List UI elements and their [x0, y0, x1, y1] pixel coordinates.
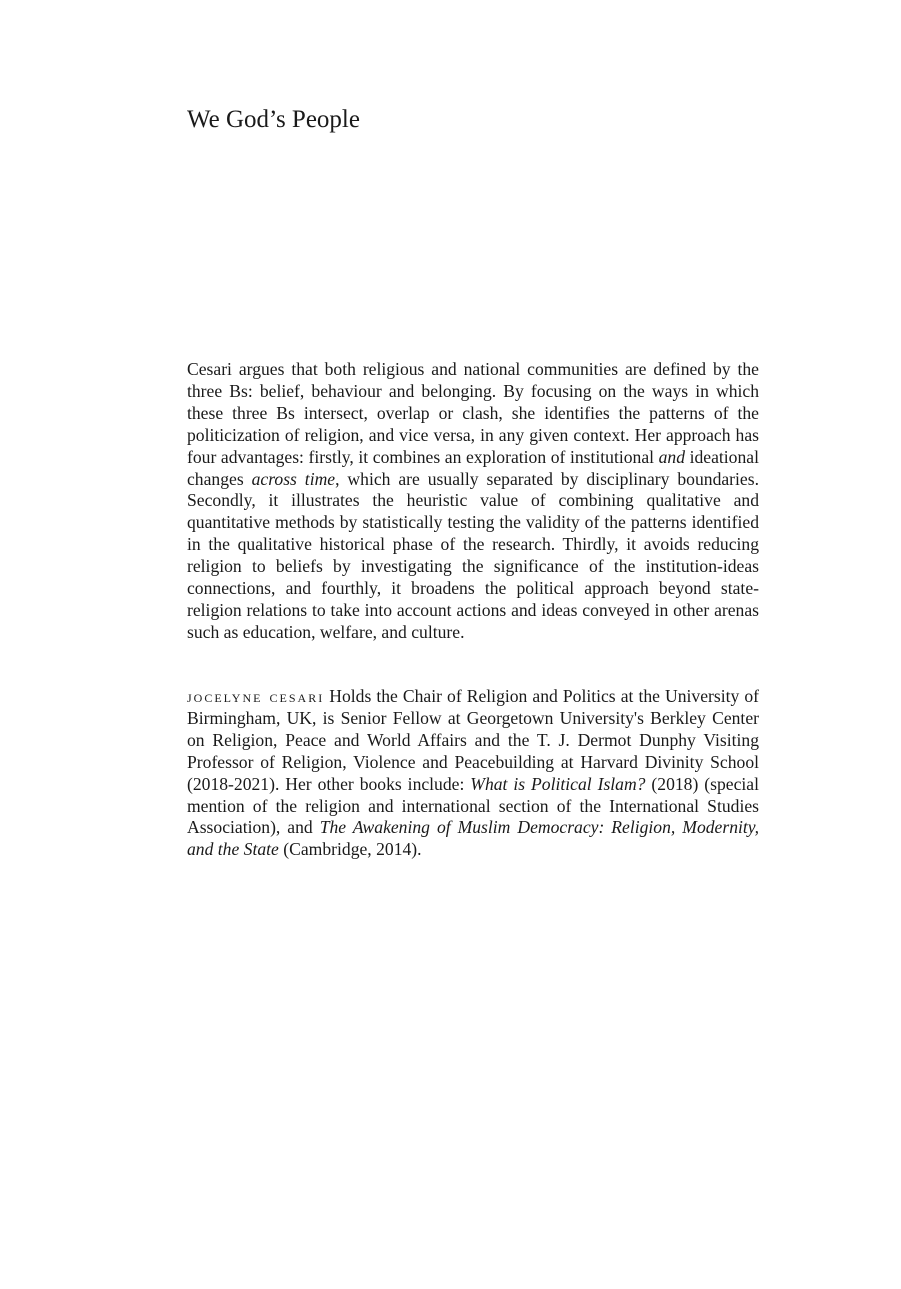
book-title: We God’s People: [187, 106, 360, 133]
description-text: ideational changes: [187, 446, 759, 489]
author-bio: [187, 686, 759, 861]
bio-text: (2018) (special mention of the religion and international section of the International Studies Association), and: [187, 773, 759, 838]
author-name: jocelyne cesari: [187, 686, 325, 706]
bio-text: (Cambridge, 2014).: [278, 839, 422, 860]
book-title-italic: The Awakening of Muslim Democracy: Religion, Modernity, and the State: [187, 817, 759, 860]
description-emphasis: across time: [251, 468, 336, 489]
description-text: , which are usually separated by disciplinary boundaries. Secondly, it illustrates the heuristic value of combining qualitative and quantitative methods by statistically testing the validity of the patterns identified in the qualitative historical phase of the research. Thirdly, it avoids reducing religion to beliefs by investigating the significance of the institution-ideas connections, and fourthly, it broadens the political approach beyond state-religion relations to take into account actions and ideas conveyed in other arenas such as education, welfare, and culture.: [187, 468, 759, 642]
description-emphasis: and: [658, 446, 686, 467]
description-text: Cesari argues that both religious and national communities are defined by the three Bs: belief, behaviour and belonging. By focusing on the ways in which these three Bs intersect, overlap or clash, she identifies the patterns of the politicization of religion, and vice versa, in any given context. Her approach has four advantages: firstly, it combines an exploration of institutional: [187, 359, 759, 467]
bio-text: Holds the Chair of Religion and Politics at the University of Birmingham, UK, is Senior Fellow at Georgetown University's Berkley Center on Religion, Peace and World Affairs and the T. J. Dermot Dunphy Visiting Professor of Religion, Violence and Peacebuilding at Harvard Divinity School (2018-2021). Her other books include:: [187, 686, 759, 794]
book-title-italic: What is Political Islam?: [470, 773, 646, 794]
book-description: [187, 359, 759, 644]
